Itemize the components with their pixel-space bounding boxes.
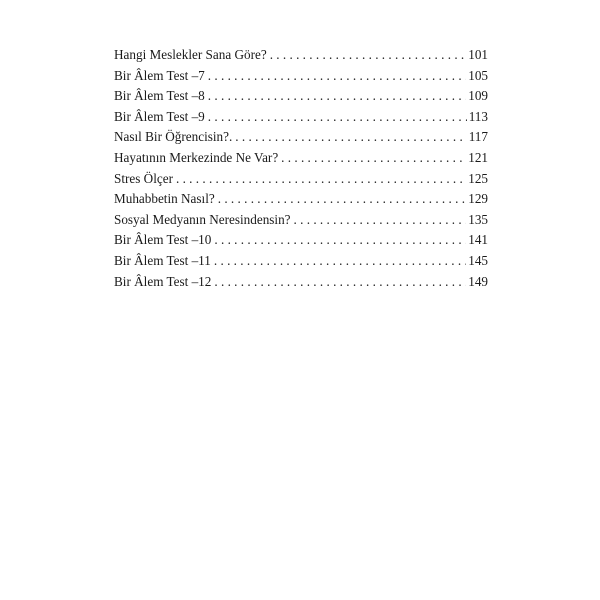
toc-entry-page: 113 [468, 108, 488, 124]
toc-entry[interactable] [114, 66, 488, 87]
toc-entry[interactable] [114, 272, 488, 293]
toc-entry[interactable] [114, 86, 488, 107]
toc-entry[interactable] [114, 189, 488, 210]
toc-entry-page: 145 [468, 252, 488, 268]
toc-entry-title: Bir Âlem Test –10 [114, 232, 212, 248]
toc-entry-title: Hangi Meslekler Sana Göre? [114, 47, 267, 62]
toc-entry-title: Nasıl Bir Öğrencisin?. [114, 129, 233, 145]
toc-leader-dots [208, 86, 466, 107]
toc-entry[interactable] [114, 148, 488, 169]
toc-entry[interactable] [114, 230, 488, 251]
table-of-contents [114, 45, 488, 292]
toc-entry-page: 105 [468, 67, 488, 83]
toc-entry-title: Muhabbetin Nasıl? [114, 191, 215, 207]
toc-entry-title: Bir Âlem Test –7 [114, 67, 205, 83]
toc-entry-title: Bir Âlem Test –8 [114, 88, 205, 104]
toc-leader-dots [270, 45, 467, 66]
toc-entry[interactable] [114, 210, 488, 231]
toc-entry-title: Sosyal Medyanın Neresindensin? [114, 211, 291, 227]
toc-entry-title: Hayatının Merkezinde Ne Var? [114, 149, 279, 165]
toc-leader-dots [281, 148, 466, 169]
toc-entry[interactable] [114, 169, 488, 190]
toc-leader-dots [214, 230, 466, 251]
toc-leader-dots [176, 169, 466, 190]
toc-entry-title: Bir Âlem Test –12 [114, 273, 212, 289]
toc-entry[interactable] [114, 251, 488, 272]
toc-leader-dots [294, 210, 467, 231]
toc-leader-dots [214, 272, 466, 293]
toc-entry-page: 141 [468, 232, 488, 248]
toc-entry-page: 125 [468, 170, 488, 186]
toc-entry-title: Stres Ölçer [114, 170, 173, 186]
toc-entry-title: Bir Âlem Test –9 [114, 108, 205, 124]
toc-leader-dots [208, 107, 467, 128]
toc-entry[interactable] [114, 45, 488, 66]
toc-leader-dots [218, 189, 467, 210]
toc-entry-page: 121 [468, 149, 488, 165]
toc-leader-dots [214, 251, 466, 272]
toc-leader-dots [235, 127, 466, 148]
toc-entry-page: 101 [468, 47, 488, 62]
toc-leader-dots [208, 66, 466, 87]
toc-entry[interactable] [114, 127, 488, 148]
toc-entry-page: 129 [468, 191, 488, 207]
toc-entry-page: 117 [468, 129, 488, 145]
toc-entry-page: 135 [468, 211, 488, 227]
toc-entry-title: Bir Âlem Test –11 [114, 252, 211, 268]
toc-entry[interactable] [114, 107, 488, 128]
toc-entry-page: 109 [468, 88, 488, 104]
toc-entry-page: 149 [468, 273, 488, 289]
